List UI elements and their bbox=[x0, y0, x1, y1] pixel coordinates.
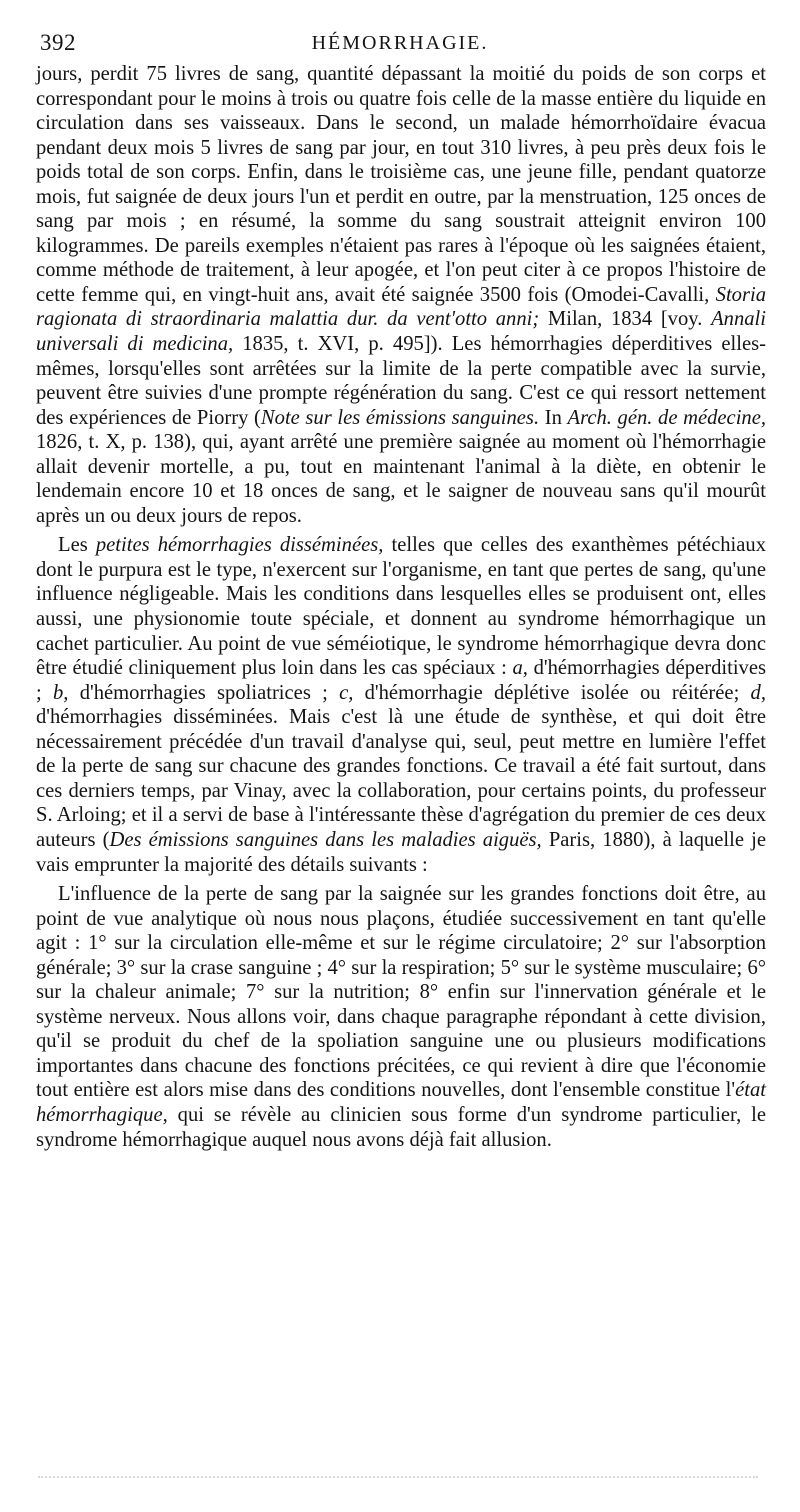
italic-text-segment: état hémorrhagique, bbox=[36, 1079, 766, 1126]
italic-text-segment: c, bbox=[339, 681, 354, 704]
text-segment: qui se révèle au clinicien sous forme d'un syndrome particulier, le syndrome hémorrhagique auquel nous avons déjà fait allusion. bbox=[36, 1103, 766, 1151]
text-segment: d'hémorrhagies déperditives ; bbox=[36, 657, 766, 704]
body-text bbox=[36, 62, 766, 1152]
italic-text-segment: petites hémorrhagies disséminées, bbox=[95, 534, 384, 557]
text-segment: 1835, t. XVI, p. 495]). Les hémorrhagies déperditives elles-mêmes, lorsqu'elles sont arrêtées sur la limite de la perte compatible avec la survie, peuvent être suivies d'une prompte régénération du sang. C'est ce qui ressort nettement des expériences de Piorry ( bbox=[36, 333, 766, 429]
italic-text-segment: Annali universali di medicina, bbox=[36, 308, 766, 356]
text-segment: d'hémorrhagies disséminées. Mais c'est là une étude de synthèse, et qui doit être nécessairement précédée d'un travail d'analyse qui, seul, peut mettre en lumière l'effet de la perte de sang sur chacune des grandes fonctions. Ce travail a été fait surtout, dans ces derniers temps, par Vinay, avec la collaboration, pour certains points, du professeur S. Arloing; et il a servi de base à l'intéressante thèse d'agrégation du premier de ces deux auteurs ( bbox=[36, 706, 766, 851]
italic-text-segment: a, bbox=[512, 657, 528, 680]
page-number: 392 bbox=[40, 30, 76, 55]
text-segment: d'hémorrhagie déplétive isolée ou réitérée; bbox=[353, 681, 751, 704]
text-segment: L'influence de la perte de sang par la saignée sur les grandes fonctions doit être, au point de vue analytique où nous nous plaçons, étudiée successivement en tant qu'elle agit : 1° sur la circulation elle-même et sur le régime circulatoire; 2° sur l'absorption générale; 3° sur la crase sanguine ; 4° sur la respiration; 5° sur le système musculaire; 6° sur la chaleur animale; 7° sur la nutrition; 8° enfin sur l'innervation générale et le système nerveux. Nous allons voir, dans chaque paragraphe répondant à cette division, qu'il se produit du chef de la spoliation sanguine une ou plusieurs modifications importantes dans chacune des fonctions précitées, ce qui revient à dire que l'économie tout entière est alors mise dans des conditions nouvelles, dont l'ensemble constitue l' bbox=[36, 883, 766, 1102]
text-segment: Les bbox=[58, 534, 96, 557]
text-segment: d'hémorrhagies spoliatrices ; bbox=[68, 681, 340, 704]
italic-text-segment: Storia ragionata di straordinaria malattia dur. da vent'otto anni; bbox=[36, 283, 766, 331]
text-segment: jours, perdit 75 livres de sang, quantité dépassant la moitié du poids de son corps et correspondant pour le moins à trois ou quatre fois celle de la masse entière du liquide en circulation dans ses vaisseaux. Dans le second, un malade hémorrhoïdaire évacua pendant deux mois 5 livres de sang par jour, en tout 310 livres, à peu près deux fois le poids total de son corps. Enfin, dans le troisième cas, une jeune fille, pendant quatorze mois, fut saignée de deux jours l'un et perdit en outre, par la menstruation, 125 onces de sang par mois ; en résumé, la somme du sang soustrait atteignit environ 100 kilogrammes. De pareils exemples n'étaient pas rares à l'époque où les saignées étaient, comme méthode de traitement, à leur apogée, et l'on peut citer à ce propos l'histoire de cette femme qui, en vingt-huit ans, avait été saignée 3500 fois (Omodei-Cavalli, bbox=[36, 63, 766, 306]
italic-text-segment: Des émissions sanguines dans les maladies aiguës, bbox=[109, 828, 542, 851]
running-title: HÉMORRHAGIE. bbox=[311, 32, 489, 54]
italic-text-segment: b, bbox=[52, 681, 69, 704]
italic-text-segment: d, bbox=[750, 681, 766, 704]
text-segment: Paris, 1880), à laquelle je vais emprunter la majorité des détails suivants : bbox=[36, 828, 766, 876]
bottom-margin-marks bbox=[38, 1474, 758, 1478]
paragraph bbox=[36, 533, 766, 877]
text-segment: In bbox=[539, 406, 568, 429]
text-segment: 1826, t. X, p. 138), qui, ayant arrêté une première saignée au moment où l'hémorrhagie allait devenir mortelle, a pu, tout en maintenant l'animal à la diète, en obtenir le lendemain encore 10 et 18 onces de sang, et le saigner de nouveau sans qu'il mourût après un ou deux jours de repos. bbox=[36, 431, 766, 527]
text-segment: Milan, 1834 [voy. bbox=[539, 308, 712, 331]
italic-text-segment: Arch. gén. de médecine, bbox=[567, 406, 767, 429]
italic-text-segment: Note sur les émissions sanguines. bbox=[260, 406, 540, 429]
text-segment: telles que celles des exanthèmes pétéchiaux dont le purpura est le type, n'exercent sur l'organisme, en tant que pertes de sang, qu'une influence négligeable. Mais les conditions dans lesquelles elles se produisent ont, elles aussi, une physionomie toute spéciale, et donnent au syndrome hémorrhagique un cachet particulier. Au point de vue séméiotique, le syndrome hémorrhagique devra donc être étudié cliniquement plus loin dans les cas spéciaux : bbox=[36, 534, 767, 680]
paragraph bbox=[36, 62, 766, 528]
paragraph bbox=[36, 882, 766, 1152]
